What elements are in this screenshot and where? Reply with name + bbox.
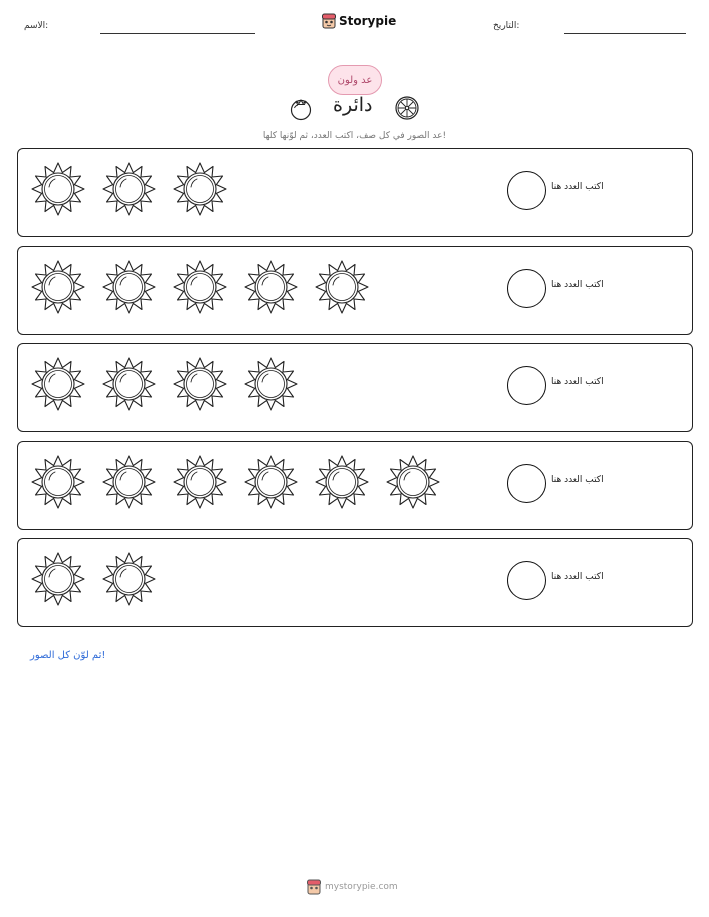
page-title: دائرة	[333, 94, 373, 116]
answer-label: اكتب العدد هنا	[551, 475, 604, 485]
storypie-mascot-icon	[322, 13, 336, 29]
sun-icon[interactable]	[102, 260, 156, 318]
sun-icon[interactable]	[244, 260, 298, 318]
sun-icon[interactable]	[173, 455, 227, 513]
name-label: الاسم:	[24, 21, 49, 31]
answer-circle[interactable]	[507, 171, 546, 210]
footer-url[interactable]: mystorypie.com	[325, 882, 398, 892]
title-row	[0, 94, 709, 120]
storypie-mascot-icon	[307, 879, 321, 895]
sun-icon[interactable]	[315, 455, 369, 513]
counting-row	[17, 343, 693, 432]
answer-label: اكتب العدد هنا	[551, 182, 604, 192]
answer-circle[interactable]	[507, 269, 546, 308]
tomato-icon	[288, 95, 314, 121]
answer-circle[interactable]	[507, 366, 546, 405]
sun-icon[interactable]	[244, 357, 298, 415]
sun-icon[interactable]	[173, 357, 227, 415]
sun-icon[interactable]	[173, 260, 227, 318]
date-line[interactable]	[564, 33, 686, 34]
sun-icon[interactable]	[102, 162, 156, 220]
sun-icon[interactable]	[31, 455, 85, 513]
date-label: التاريخ:	[493, 21, 520, 31]
counting-row	[17, 441, 693, 530]
lemon-slice-icon	[394, 95, 420, 121]
sun-icon[interactable]	[31, 162, 85, 220]
instructions: عد الصور في كل صف، اكتب العدد، ثم لوّنها كلها!	[262, 131, 447, 141]
brand-name: Storypie	[339, 14, 397, 28]
sun-icon[interactable]	[315, 260, 369, 318]
activity-badge: عد ولون	[328, 65, 382, 95]
answer-label: اكتب العدد هنا	[551, 572, 604, 582]
sun-icon[interactable]	[102, 455, 156, 513]
sun-icon[interactable]	[31, 552, 85, 610]
answer-circle[interactable]	[507, 561, 546, 600]
coloring-note: ثم لوّن كل الصور!	[30, 650, 106, 661]
sun-icon[interactable]	[244, 455, 298, 513]
counting-row	[17, 538, 693, 627]
sun-icon[interactable]	[102, 552, 156, 610]
brand-logo	[322, 13, 396, 29]
counting-row	[17, 246, 693, 335]
sun-icon[interactable]	[102, 357, 156, 415]
sun-icon[interactable]	[31, 357, 85, 415]
sun-icon[interactable]	[31, 260, 85, 318]
answer-label: اكتب العدد هنا	[551, 377, 604, 387]
name-line[interactable]	[100, 33, 255, 34]
answer-label: اكتب العدد هنا	[551, 280, 604, 290]
answer-circle[interactable]	[507, 464, 546, 503]
counting-row	[17, 148, 693, 237]
footer	[307, 879, 398, 895]
sun-icon[interactable]	[173, 162, 227, 220]
sun-icon[interactable]	[386, 455, 440, 513]
